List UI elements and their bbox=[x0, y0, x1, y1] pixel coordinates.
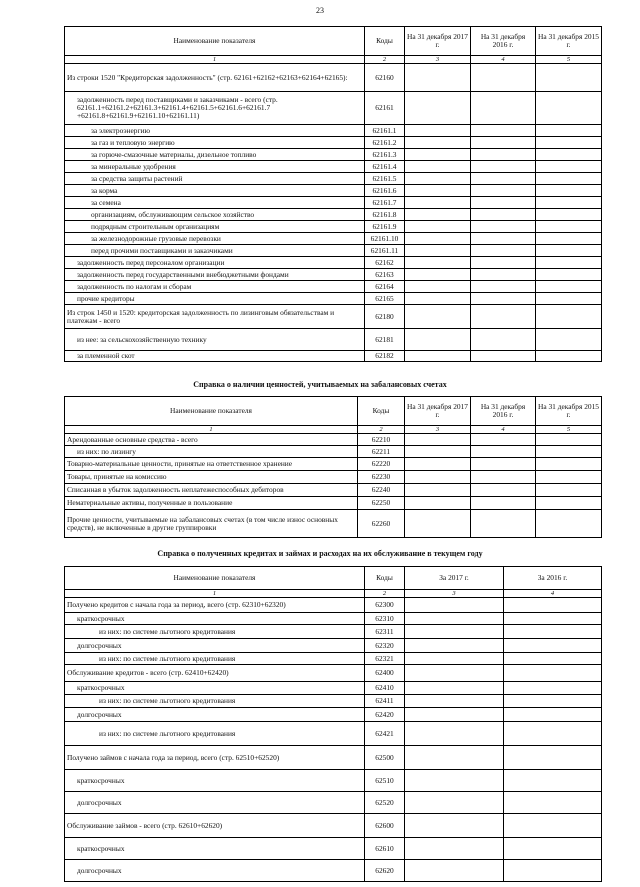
row-label: Получено займов с начала года за период, всего (стр. 62510+62520) bbox=[65, 746, 365, 770]
row-code: 62162 bbox=[365, 257, 405, 269]
payables-table bbox=[64, 26, 602, 362]
value-cell[interactable] bbox=[471, 245, 536, 257]
value-cell[interactable] bbox=[405, 92, 471, 125]
value-cell[interactable] bbox=[405, 722, 504, 746]
value-cell[interactable] bbox=[536, 161, 602, 173]
column-number: 2 bbox=[358, 426, 405, 434]
column-number: 2 bbox=[365, 56, 405, 64]
value-cell[interactable] bbox=[536, 329, 602, 351]
table-row bbox=[65, 305, 602, 329]
credits-table bbox=[64, 566, 602, 882]
value-cell[interactable] bbox=[405, 653, 504, 665]
value-cell[interactable] bbox=[471, 257, 536, 269]
row-label: краткосрочных bbox=[65, 613, 365, 625]
value-cell[interactable] bbox=[471, 269, 536, 281]
row-code: 62163 bbox=[365, 269, 405, 281]
column-number: 5 bbox=[536, 56, 602, 64]
row-code: 62160 bbox=[365, 64, 405, 92]
row-code: 62161.8 bbox=[365, 209, 405, 221]
row-code: 62520 bbox=[365, 792, 405, 814]
row-code: 62220 bbox=[358, 458, 405, 471]
value-cell[interactable] bbox=[504, 598, 602, 613]
value-cell[interactable] bbox=[536, 257, 602, 269]
row-code: 62161.2 bbox=[365, 137, 405, 149]
row-label: из нее: за сельскохозяйственную технику bbox=[65, 329, 365, 351]
table-row bbox=[65, 484, 602, 497]
value-cell[interactable] bbox=[471, 434, 536, 446]
value-cell[interactable] bbox=[471, 446, 536, 458]
header-2016: За 2016 г. bbox=[504, 567, 602, 590]
row-code: 62161.9 bbox=[365, 221, 405, 233]
column-number: 1 bbox=[65, 56, 365, 64]
value-cell[interactable] bbox=[405, 209, 471, 221]
row-code: 62161.3 bbox=[365, 149, 405, 161]
row-code: 62161.6 bbox=[365, 185, 405, 197]
row-label: из них: по системе льготного кредитования bbox=[65, 625, 365, 639]
column-number: 3 bbox=[405, 56, 471, 64]
column-number: 1 bbox=[65, 590, 365, 598]
table-row bbox=[65, 860, 602, 882]
value-cell[interactable] bbox=[405, 64, 471, 92]
value-cell[interactable] bbox=[536, 92, 602, 125]
value-cell[interactable] bbox=[536, 197, 602, 209]
header-code: Коды bbox=[365, 27, 405, 56]
value-cell[interactable] bbox=[405, 598, 504, 613]
table-row bbox=[65, 64, 602, 92]
header-name: Наименование показателя bbox=[65, 397, 358, 426]
value-cell[interactable] bbox=[405, 695, 504, 708]
value-cell[interactable] bbox=[471, 293, 536, 305]
value-cell[interactable] bbox=[471, 197, 536, 209]
table-row bbox=[65, 92, 602, 125]
table-row bbox=[65, 434, 602, 446]
value-cell[interactable] bbox=[405, 458, 471, 471]
value-cell[interactable] bbox=[405, 161, 471, 173]
row-label: Получено кредитов с начала года за период, всего (стр. 62310+62320) bbox=[65, 598, 365, 613]
row-label: Прочие ценности, учитываемые на забалансовых счетах (в том числе износ основных средств), не включенные в другие группировки bbox=[65, 510, 358, 538]
row-label: из них: по системе льготного кредитования bbox=[65, 653, 365, 665]
row-label: задолженность по налогам и сборам bbox=[65, 281, 365, 293]
value-cell[interactable] bbox=[504, 653, 602, 665]
value-cell[interactable] bbox=[504, 746, 602, 770]
header-2017: За 2017 г. bbox=[405, 567, 504, 590]
row-code: 62411 bbox=[365, 695, 405, 708]
value-cell[interactable] bbox=[405, 233, 471, 245]
value-cell[interactable] bbox=[504, 770, 602, 792]
row-code: 62161.4 bbox=[365, 161, 405, 173]
header-code: Коды bbox=[358, 397, 405, 426]
value-cell[interactable] bbox=[504, 665, 602, 682]
row-label: Нематериальные активы, полученные в пользование bbox=[65, 497, 358, 510]
row-label: за электроэнергию bbox=[65, 125, 365, 137]
value-cell[interactable] bbox=[405, 792, 504, 814]
header-name: Наименование показателя bbox=[65, 567, 365, 590]
table-row bbox=[65, 221, 602, 233]
value-cell[interactable] bbox=[504, 682, 602, 695]
row-label: за минеральные удобрения bbox=[65, 161, 365, 173]
value-cell[interactable] bbox=[405, 281, 471, 293]
row-code: 62620 bbox=[365, 860, 405, 882]
value-cell[interactable] bbox=[536, 446, 602, 458]
value-cell[interactable] bbox=[405, 185, 471, 197]
value-cell[interactable] bbox=[405, 510, 471, 538]
value-cell[interactable] bbox=[536, 305, 602, 329]
row-label: долгосрочных bbox=[65, 708, 365, 722]
table-row bbox=[65, 293, 602, 305]
value-cell[interactable] bbox=[471, 484, 536, 497]
value-cell[interactable] bbox=[536, 471, 602, 484]
value-cell[interactable] bbox=[471, 92, 536, 125]
value-cell[interactable] bbox=[405, 137, 471, 149]
row-code: 62161.11 bbox=[365, 245, 405, 257]
row-label: подрядным строительным организациям bbox=[65, 221, 365, 233]
value-cell[interactable] bbox=[536, 209, 602, 221]
header-2015: На 31 декабря 2015 г. bbox=[536, 27, 602, 56]
row-label: из них: по лизингу bbox=[65, 446, 358, 458]
row-code: 62161.10 bbox=[365, 233, 405, 245]
value-cell[interactable] bbox=[405, 497, 471, 510]
table-row bbox=[65, 613, 602, 625]
value-cell[interactable] bbox=[405, 434, 471, 446]
value-cell[interactable] bbox=[504, 838, 602, 860]
table-row bbox=[65, 814, 602, 838]
table-row bbox=[65, 161, 602, 173]
header-2016: На 31 декабря 2016 г. bbox=[471, 397, 536, 426]
row-label: прочие кредиторы bbox=[65, 293, 365, 305]
offbalance-section-title: Справка о наличии ценностей, учитываемых на забалансовых счетах bbox=[193, 380, 447, 389]
row-code: 62320 bbox=[365, 639, 405, 653]
value-cell[interactable] bbox=[504, 814, 602, 838]
value-cell[interactable] bbox=[471, 125, 536, 137]
row-label: Из строк 1450 и 1520: кредиторская задолженность по лизинговым обязательствам и платежам - всего bbox=[65, 305, 365, 329]
row-label: краткосрочных bbox=[65, 770, 365, 792]
value-cell[interactable] bbox=[536, 293, 602, 305]
row-code: 62260 bbox=[358, 510, 405, 538]
value-cell[interactable] bbox=[471, 305, 536, 329]
value-cell[interactable] bbox=[405, 305, 471, 329]
row-code: 62321 bbox=[365, 653, 405, 665]
row-label: перед прочими поставщиками и заказчиками bbox=[65, 245, 365, 257]
row-label: из них: по системе льготного кредитования bbox=[65, 695, 365, 708]
table-row bbox=[65, 233, 602, 245]
row-code: 62181 bbox=[365, 329, 405, 351]
value-cell[interactable] bbox=[405, 770, 504, 792]
table-row bbox=[65, 665, 602, 682]
column-number: 2 bbox=[365, 590, 405, 598]
table-row bbox=[65, 173, 602, 185]
value-cell[interactable] bbox=[504, 625, 602, 639]
offbalance-table bbox=[64, 396, 602, 538]
column-number: 3 bbox=[405, 426, 471, 434]
value-cell[interactable] bbox=[471, 137, 536, 149]
value-cell[interactable] bbox=[536, 458, 602, 471]
table-header-row bbox=[65, 397, 602, 426]
value-cell[interactable] bbox=[536, 233, 602, 245]
row-code: 62165 bbox=[365, 293, 405, 305]
value-cell[interactable] bbox=[405, 351, 471, 362]
row-code: 62180 bbox=[365, 305, 405, 329]
value-cell[interactable] bbox=[471, 351, 536, 362]
table-row bbox=[65, 598, 602, 613]
table-row bbox=[65, 269, 602, 281]
row-code: 62510 bbox=[365, 770, 405, 792]
table-row bbox=[65, 792, 602, 814]
table-row bbox=[65, 257, 602, 269]
value-cell[interactable] bbox=[471, 471, 536, 484]
row-code: 62500 bbox=[365, 746, 405, 770]
table-row bbox=[65, 209, 602, 221]
table-row bbox=[65, 653, 602, 665]
value-cell[interactable] bbox=[471, 233, 536, 245]
table-row bbox=[65, 446, 602, 458]
row-code: 62182 bbox=[365, 351, 405, 362]
table-row bbox=[65, 770, 602, 792]
row-label: Обслуживание займов - всего (стр. 62610+62620) bbox=[65, 814, 365, 838]
value-cell[interactable] bbox=[471, 329, 536, 351]
value-cell[interactable] bbox=[536, 351, 602, 362]
table-row bbox=[65, 497, 602, 510]
value-cell[interactable] bbox=[405, 682, 504, 695]
value-cell[interactable] bbox=[405, 173, 471, 185]
value-cell[interactable] bbox=[536, 173, 602, 185]
table-row bbox=[65, 137, 602, 149]
header-code: Коды bbox=[365, 567, 405, 590]
row-code: 62421 bbox=[365, 722, 405, 746]
value-cell[interactable] bbox=[471, 64, 536, 92]
row-label: задолженность перед поставщиками и заказчиками - всего (стр. 62161.1+62161.2+62161.3+62161.4+62161.5+62161.6+62161.7 +62161.8+62161.9+62161.10+62161.11) bbox=[65, 92, 365, 125]
value-cell[interactable] bbox=[536, 269, 602, 281]
column-number-row bbox=[65, 426, 602, 434]
header-2016: На 31 декабря 2016 г. bbox=[471, 27, 536, 56]
page-number: 23 bbox=[316, 6, 324, 15]
table-row bbox=[65, 471, 602, 484]
value-cell[interactable] bbox=[471, 458, 536, 471]
value-cell[interactable] bbox=[405, 125, 471, 137]
value-cell[interactable] bbox=[405, 665, 504, 682]
column-number: 4 bbox=[471, 426, 536, 434]
value-cell[interactable] bbox=[405, 838, 504, 860]
table-row bbox=[65, 695, 602, 708]
row-code: 62211 bbox=[358, 446, 405, 458]
value-cell[interactable] bbox=[405, 257, 471, 269]
value-cell[interactable] bbox=[536, 149, 602, 161]
header-2017: На 31 декабря 2017 г. bbox=[405, 397, 471, 426]
column-number: 3 bbox=[405, 590, 504, 598]
value-cell[interactable] bbox=[504, 639, 602, 653]
value-cell[interactable] bbox=[536, 510, 602, 538]
row-code: 62161.1 bbox=[365, 125, 405, 137]
value-cell[interactable] bbox=[405, 708, 504, 722]
table-row bbox=[65, 510, 602, 538]
row-code: 62610 bbox=[365, 838, 405, 860]
value-cell[interactable] bbox=[405, 814, 504, 838]
row-label: Товары, принятые на комиссию bbox=[65, 471, 358, 484]
value-cell[interactable] bbox=[471, 281, 536, 293]
value-cell[interactable] bbox=[405, 625, 504, 639]
value-cell[interactable] bbox=[405, 446, 471, 458]
table-row bbox=[65, 125, 602, 137]
table-row bbox=[65, 351, 602, 362]
value-cell[interactable] bbox=[405, 860, 504, 882]
value-cell[interactable] bbox=[471, 185, 536, 197]
value-cell[interactable] bbox=[405, 746, 504, 770]
row-code: 62300 bbox=[365, 598, 405, 613]
row-code: 62600 bbox=[365, 814, 405, 838]
value-cell[interactable] bbox=[405, 639, 504, 653]
value-cell[interactable] bbox=[405, 484, 471, 497]
value-cell[interactable] bbox=[536, 64, 602, 92]
table-row bbox=[65, 639, 602, 653]
value-cell[interactable] bbox=[504, 722, 602, 746]
row-label: за корма bbox=[65, 185, 365, 197]
value-cell[interactable] bbox=[405, 471, 471, 484]
column-number: 4 bbox=[471, 56, 536, 64]
table-row bbox=[65, 722, 602, 746]
row-label: за средства защиты растений bbox=[65, 173, 365, 185]
row-label: организациям, обслуживающим сельское хозяйство bbox=[65, 209, 365, 221]
row-label: Товарно-материальные ценности, принятые на ответственное хранение bbox=[65, 458, 358, 471]
table-header-row bbox=[65, 27, 602, 56]
row-label: Арендованные основные средства - всего bbox=[65, 434, 358, 446]
row-label: за горюче-смазочные материалы, дизельное топливо bbox=[65, 149, 365, 161]
value-cell[interactable] bbox=[405, 149, 471, 161]
header-name: Наименование показателя bbox=[65, 27, 365, 56]
row-label: Списанная в убыток задолженность неплатежеспособных дебиторов bbox=[65, 484, 358, 497]
row-label: за племенной скот bbox=[65, 351, 365, 362]
table-row bbox=[65, 746, 602, 770]
value-cell[interactable] bbox=[536, 245, 602, 257]
value-cell[interactable] bbox=[536, 185, 602, 197]
value-cell[interactable] bbox=[536, 137, 602, 149]
value-cell[interactable] bbox=[405, 613, 504, 625]
column-number-row bbox=[65, 590, 602, 598]
row-label: долгосрочных bbox=[65, 792, 365, 814]
row-label: долгосрочных bbox=[65, 860, 365, 882]
row-code: 62240 bbox=[358, 484, 405, 497]
row-label: краткосрочных bbox=[65, 682, 365, 695]
row-code: 62311 bbox=[365, 625, 405, 639]
value-cell[interactable] bbox=[536, 125, 602, 137]
column-number: 4 bbox=[504, 590, 602, 598]
value-cell[interactable] bbox=[471, 209, 536, 221]
table-row bbox=[65, 185, 602, 197]
table-row bbox=[65, 682, 602, 695]
value-cell[interactable] bbox=[504, 860, 602, 882]
table-header-row bbox=[65, 567, 602, 590]
table-row bbox=[65, 625, 602, 639]
value-cell[interactable] bbox=[405, 329, 471, 351]
table-row bbox=[65, 838, 602, 860]
value-cell[interactable] bbox=[504, 613, 602, 625]
value-cell[interactable] bbox=[536, 497, 602, 510]
column-number-row bbox=[65, 56, 602, 64]
row-code: 62400 bbox=[365, 665, 405, 682]
row-code: 62310 bbox=[365, 613, 405, 625]
value-cell[interactable] bbox=[471, 221, 536, 233]
column-number: 5 bbox=[536, 426, 602, 434]
value-cell[interactable] bbox=[504, 695, 602, 708]
value-cell[interactable] bbox=[471, 173, 536, 185]
value-cell[interactable] bbox=[536, 434, 602, 446]
value-cell[interactable] bbox=[504, 792, 602, 814]
value-cell[interactable] bbox=[405, 245, 471, 257]
table-row bbox=[65, 149, 602, 161]
value-cell[interactable] bbox=[536, 281, 602, 293]
table-row bbox=[65, 245, 602, 257]
table-row bbox=[65, 329, 602, 351]
row-label: задолженность перед государственными внебюджетными фондами bbox=[65, 269, 365, 281]
value-cell[interactable] bbox=[471, 510, 536, 538]
table-row bbox=[65, 708, 602, 722]
column-number: 1 bbox=[65, 426, 358, 434]
value-cell[interactable] bbox=[504, 708, 602, 722]
row-code: 62420 bbox=[365, 708, 405, 722]
row-label: Обслуживание кредитов - всего (стр. 62410+62420) bbox=[65, 665, 365, 682]
row-code: 62230 bbox=[358, 471, 405, 484]
header-2017: На 31 декабря 2017 г. bbox=[405, 27, 471, 56]
table-row bbox=[65, 197, 602, 209]
row-code: 62210 bbox=[358, 434, 405, 446]
value-cell[interactable] bbox=[405, 197, 471, 209]
header-2015: На 31 декабря 2015 г. bbox=[536, 397, 602, 426]
value-cell[interactable] bbox=[405, 221, 471, 233]
value-cell[interactable] bbox=[405, 293, 471, 305]
row-code: 62161.5 bbox=[365, 173, 405, 185]
row-label: за железнодорожные грузовые перевозки bbox=[65, 233, 365, 245]
row-code: 62250 bbox=[358, 497, 405, 510]
row-label: за газ и тепловую энергию bbox=[65, 137, 365, 149]
table-row bbox=[65, 281, 602, 293]
row-label: за семена bbox=[65, 197, 365, 209]
row-label: долгосрочных bbox=[65, 639, 365, 653]
value-cell[interactable] bbox=[471, 497, 536, 510]
row-label: задолженность перед персоналом организации bbox=[65, 257, 365, 269]
value-cell[interactable] bbox=[536, 221, 602, 233]
table-row bbox=[65, 458, 602, 471]
value-cell[interactable] bbox=[536, 484, 602, 497]
row-code: 62161.7 bbox=[365, 197, 405, 209]
row-label: краткосрочных bbox=[65, 838, 365, 860]
value-cell[interactable] bbox=[405, 269, 471, 281]
row-label: Из строки 1520 "Кредиторская задолженность" (стр. 62161+62162+62163+62164+62165): bbox=[65, 64, 365, 92]
row-code: 62164 bbox=[365, 281, 405, 293]
row-label: из них: по системе льготного кредитования bbox=[65, 722, 365, 746]
credits-section-title: Справка о полученных кредитах и займах и расходах на их обслуживание в текущем году bbox=[157, 549, 483, 558]
row-code: 62410 bbox=[365, 682, 405, 695]
value-cell[interactable] bbox=[471, 149, 536, 161]
value-cell[interactable] bbox=[471, 161, 536, 173]
row-code: 62161 bbox=[365, 92, 405, 125]
